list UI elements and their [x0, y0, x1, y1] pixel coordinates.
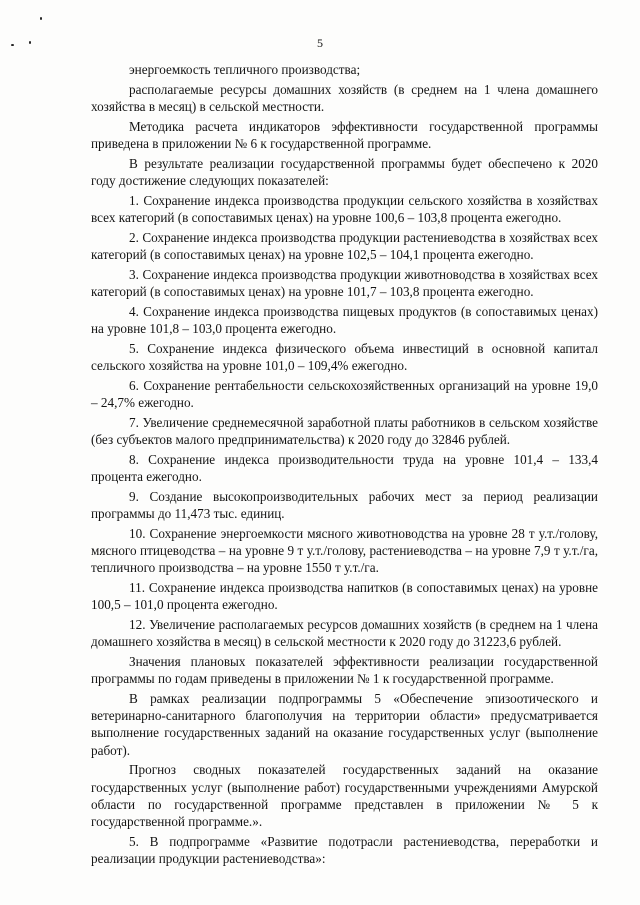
page-number: 5	[317, 36, 323, 50]
paragraph: 3. Сохранение индекса производства продукции животноводства в хозяйствах всех категорий (в сопоставимых ценах) на уровне 101,7 – 103,8 процента ежегодно.	[91, 266, 598, 299]
paragraph: 6. Сохранение рентабельности сельскохозяйственных организаций на уровне 19,0 – 24,7% ежегодно.	[91, 377, 598, 410]
paragraph: 9. Создание высокопроизводительных рабочих мест за период реализации программы до 11,473 тыс. единиц.	[91, 488, 598, 521]
paragraph: 12. Увеличение располагаемых ресурсов домашних хозяйств (в среднем на 1 члена домашнего хозяйства в месяц) в сельской местности к 2020 году до 31223,6 рублей.	[91, 617, 598, 650]
paragraph: В результате реализации государственной программы будет обеспечено к 2020 году достижение следующих показателей:	[91, 155, 598, 188]
paragraph: 2. Сохранение индекса производства продукции растениеводства в хозяйствах всех категорий (в сопоставимых ценах) на уровне 102,5 – 104,1 процента ежегодно.	[91, 229, 598, 262]
paragraph: 10. Сохранение энергоемкости мясного животноводства на уровне 28 т у.т./голову, мясного птицеводства – на уровне 9 т у.т./голову, растениеводства – на уровне 7,9 т у.т./га, тепличного производства – на уровне 1550 т у.т./га.	[91, 525, 598, 576]
scan-speck	[40, 17, 42, 20]
paragraph: 11. Сохранение индекса производства напитков (в сопоставимых ценах) на уровне 100,5 – 101,0 процента ежегодно.	[91, 580, 598, 613]
paragraph: энергоемкость тепличного производства;	[129, 62, 361, 77]
paragraph: 4. Сохранение индекса производства пищевых продуктов (в сопоставимых ценах) на уровне 101,8 – 103,0 процента ежегодно.	[91, 303, 598, 336]
paragraph: Прогноз сводных показателей государственных заданий на оказание государственных услуг (выполнение работ) государственными учреждениями Амурской области по государственной программе представлен в приложении № 5 к государственной программе.».	[91, 762, 598, 830]
paragraph: Значения плановых показателей эффективности реализации государственной программы по годам приведены в приложении № 1 к государственной программе.	[91, 654, 598, 687]
paragraph: 1. Сохранение индекса производства продукции сельского хозяйства в хозяйствах всех категорий (в сопоставимых ценах) на уровне 100,6 – 103,8 процента ежегодно.	[91, 192, 598, 225]
paragraph: 5. Сохранение индекса физического объема инвестиций в основной капитал сельского хозяйства на уровне 101,0 – 109,4% ежегодно.	[91, 340, 598, 373]
document-body	[91, 61, 598, 870]
paragraph: 5. В подпрограмме «Развитие подотрасли растениеводства, переработки и реализации продукции растениеводства»:	[91, 833, 598, 867]
paragraph: 7. Увеличение среднемесячной заработной платы работников в сельском хозяйстве (без субъектов малого предпринимательства) к 2020 году до 32846 рублей.	[91, 414, 598, 447]
paragraph: располагаемые ресурсы домашних хозяйств (в среднем на 1 члена домашнего хозяйства в месяц) в сельской местности.	[91, 81, 598, 114]
paragraph: В рамках реализации подпрограммы 5 «Обеспечение эпизоотического и ветеринарно-санитарного благополучия на территории области» предусматривается выполнение государственных заданий на оказание государственных услуг (выполнение работ).	[91, 691, 598, 758]
paragraph: Методика расчета индикаторов эффективности государственной программы приведена в приложении № 6 к государственной программе.	[91, 118, 598, 151]
paragraph: 8. Сохранение индекса производительности труда на уровне 101,4 – 133,4 процента ежегодно.	[91, 451, 598, 484]
